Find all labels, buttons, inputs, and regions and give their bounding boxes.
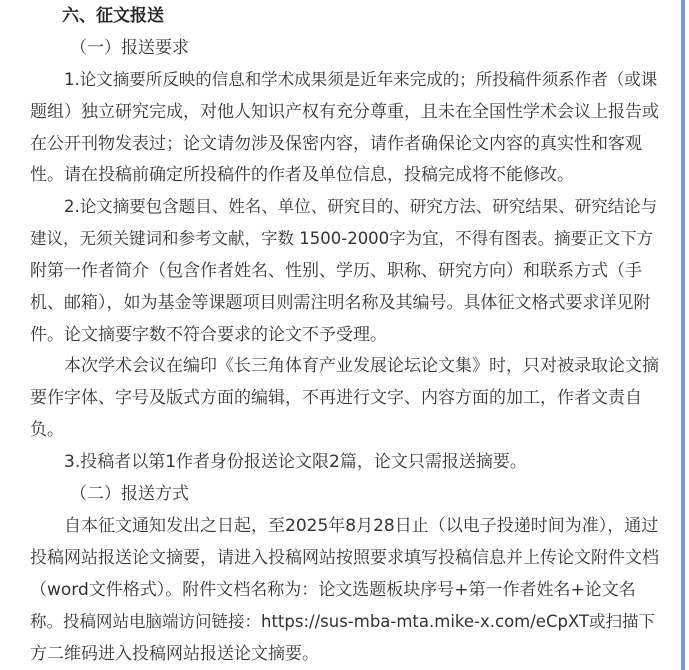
paragraph-line: （word文件格式）。附件文档名称为：论文选题板块序号+第一作者姓名+论文名 (30, 580, 636, 600)
paragraph-line: 在公开刊物发表过；论文请勿涉及保密内容，请作者确保论文内容的真实性和客观 (30, 134, 642, 154)
paragraph-line: 题组）独立研究完成，对他人知识产权有充分尊重，且未在全国性学术会议上报告或 (30, 102, 659, 122)
subsection-title-requirements: （一）报送要求 (70, 38, 189, 58)
paragraph-line: 自本征文通知发出之日起，至2025年8月28日止（以电子投递时间为准），通过 (64, 516, 659, 536)
paragraph-line: 负。 (30, 420, 64, 440)
paragraph-line: 要作字体、字号及版式方面的编辑，不再进行文字、内容方面的加工，作者文责自 (30, 388, 642, 408)
paragraph-line: 2.论文摘要包含题目、姓名、单位、研究目的、研究方法、研究结果、研究结论与 (64, 197, 658, 216)
section-title: 六、征文报送 (62, 6, 164, 26)
paragraph-line: 建议，无须关键词和参考文献，字数 1500-2000字为宜，不得有图表。摘要正文下方 (30, 229, 654, 248)
paragraph-line: 方二维码进入投稿网站报送论文摘要。 (30, 644, 319, 664)
paragraph-line: 机、邮箱），如为基金等课题项目则需注明名称及其编号。具体征文格式要求详见附 (30, 293, 651, 313)
paragraph-line: 附第一作者简介（包含作者姓名、性别、学历、职称、研究方向）和联系方式（手 (30, 261, 642, 281)
paragraph-line: 3.投稿者以第1作者身份报送论文限2篇，论文只需报送摘要。 (64, 452, 527, 472)
paragraph-line: 1.论文摘要所反映的信息和学术成果须是近年来完成的；所投稿件须系作者（或课 (64, 70, 658, 89)
subsection-title-method: （二）报送方式 (70, 484, 189, 504)
paragraph-line: 性。请在投稿前确定所投稿件的作者及单位信息，投稿完成将不能修改。 (30, 165, 574, 185)
paragraph-line-with-link: 称。投稿网站电脑端访问链接：https://sus-mba-mta.mike-x.com/eCpXT或扫描下 (30, 612, 656, 631)
paragraph-line: 件。论文摘要字数不符合要求的论文不予受理。 (30, 325, 387, 345)
paragraph-line: 本次学术会议在编印《长三角体育产业发展论坛论文集》时，只对被录取论文摘 (64, 356, 659, 376)
paragraph-line: 投稿网站报送论文摘要，请进入投稿网站按照要求填写投稿信息并上传论文附件文档 (30, 548, 659, 568)
